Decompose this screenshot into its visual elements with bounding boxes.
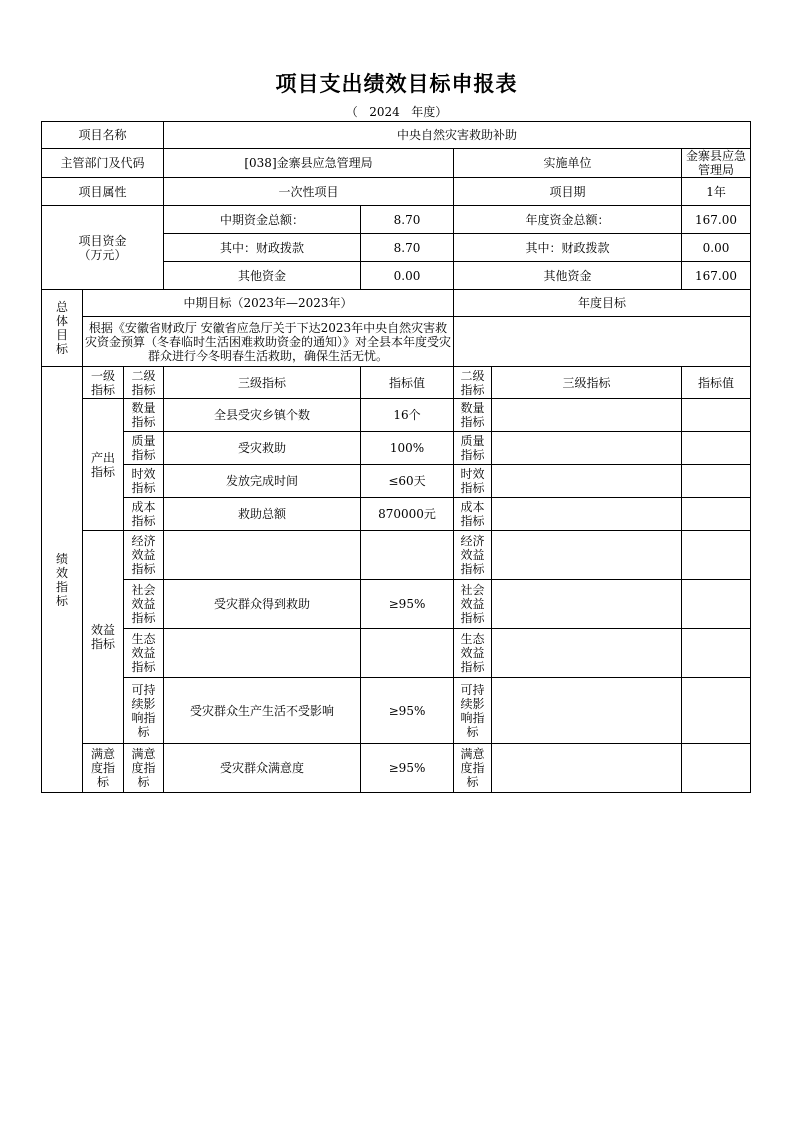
table-row [42,629,751,678]
value-header: 指标值 [361,367,454,399]
table-row [42,744,751,793]
level3-cell [164,531,361,580]
year-open: （ [345,105,358,119]
level3-cell: 全县受灾乡镇个数 [164,399,361,432]
mid-fiscal-value: 8.70 [361,234,454,262]
value-cell: 16个 [361,399,454,432]
level3-cell: 发放完成时间 [164,465,361,498]
annual-level3-cell [492,744,682,793]
period-label: 项目期 [454,178,682,206]
row-goal-header [42,290,751,317]
mid-other-label: 其他资金 [164,262,361,290]
page-title: 项目支出绩效目标申报表 [275,72,518,96]
dept-value: [038]金寨县应急管理局 [164,149,454,178]
annual-level2-cell: 成本 指标 [454,498,492,531]
annual-level2-cell: 质量 指标 [454,432,492,465]
annual-value-cell [682,432,751,465]
annual-level3-header: 三级指标 [492,367,682,399]
annual-level2-header: 二级 指标 [454,367,492,399]
mid-fiscal-label: 其中：财政拨款 [164,234,361,262]
value-cell [361,629,454,678]
table-row [42,531,751,580]
annual-level3-cell [492,629,682,678]
annual-other-value: 167.00 [682,262,751,290]
table-row [42,432,751,465]
dept-label: 主管部门及代码 [42,149,164,178]
row-dept [42,149,751,178]
annual-level2-cell: 时效 指标 [454,465,492,498]
level2-cell: 满意 度指 标 [124,744,164,793]
value-cell: ≥95% [361,678,454,744]
value-cell: 870000元 [361,498,454,531]
level3-cell: 受灾群众满意度 [164,744,361,793]
project-name-value: 中央自然灾害救助补助 [164,122,751,149]
annual-level2-cell: 满意 度指 标 [454,744,492,793]
annual-fiscal-label: 其中：财政拨款 [454,234,682,262]
satisfaction-indicator-label: 满意 度指 标 [83,744,124,793]
annual-level2-cell: 可持 续影 响指 标 [454,678,492,744]
annual-value-cell [682,498,751,531]
annual-total-value: 167.00 [682,206,751,234]
level2-cell: 经济 效益 指标 [124,531,164,580]
table-row [42,678,751,744]
level3-cell [164,629,361,678]
annual-value-cell [682,744,751,793]
annual-value-cell [682,399,751,432]
level3-cell: 受灾救助 [164,432,361,465]
year-label: 年度） [411,105,448,119]
annual-total-label: 年度资金总额： [454,206,682,234]
level2-cell: 成本 指标 [124,498,164,531]
annual-value-cell [682,465,751,498]
impl-unit-label: 实施单位 [454,149,682,178]
attribute-value: 一次性项目 [164,178,454,206]
overall-goal-label: 总 体 目 标 [42,290,83,367]
annual-level3-cell [492,432,682,465]
output-indicator-label: 产出 指标 [83,399,124,531]
year-value: 2024 [369,105,400,119]
year-line [0,103,793,120]
annual-level3-cell [492,678,682,744]
annual-other-label: 其他资金 [454,262,682,290]
level2-cell: 可持 续影 响指 标 [124,678,164,744]
annual-level2-cell: 数量 指标 [454,399,492,432]
row-goal-text [42,317,751,367]
impl-unit-value: 金寨县应急管理局 [682,149,751,178]
annual-goal-label: 年度目标 [454,290,751,317]
value-cell: 100% [361,432,454,465]
annual-fiscal-value: 0.00 [682,234,751,262]
level3-cell: 受灾群众得到救助 [164,580,361,629]
annual-value-cell [682,580,751,629]
level1-header: 一级 指标 [83,367,124,399]
value-cell: ≤60天 [361,465,454,498]
annual-value-header: 指标值 [682,367,751,399]
table-row [42,498,751,531]
annual-level2-cell: 社会 效益 指标 [454,580,492,629]
performance-table [41,121,751,793]
project-name-label: 项目名称 [42,122,164,149]
row-funds-total [42,206,751,234]
mid-other-value: 0.00 [361,262,454,290]
level2-cell: 数量 指标 [124,399,164,432]
annual-level2-cell: 经济 效益 指标 [454,531,492,580]
annual-level2-cell: 生态 效益 指标 [454,629,492,678]
level2-cell: 生态 效益 指标 [124,629,164,678]
level3-cell: 救助总额 [164,498,361,531]
attribute-label: 项目属性 [42,178,164,206]
benefit-indicator-label: 效益 指标 [83,531,124,744]
value-cell: ≥95% [361,744,454,793]
level2-cell: 质量 指标 [124,432,164,465]
annual-goal-text [454,317,751,367]
level3-header: 三级指标 [164,367,361,399]
level3-cell: 受灾群众生产生活不受影响 [164,678,361,744]
annual-value-cell [682,531,751,580]
level2-header: 二级 指标 [124,367,164,399]
annual-value-cell [682,629,751,678]
value-cell [361,531,454,580]
annual-level3-cell [492,498,682,531]
value-cell: ≥95% [361,580,454,629]
mid-total-value: 8.70 [361,206,454,234]
annual-level3-cell [492,399,682,432]
row-indicator-header [42,367,751,399]
mid-total-label: 中期资金总额： [164,206,361,234]
perf-indicator-label: 绩 效 指 标 [42,367,83,793]
annual-value-cell [682,678,751,744]
table-row [42,580,751,629]
annual-level3-cell [492,465,682,498]
mid-goal-text: 根据《安徽省财政厅 安徽省应急厅关于下达2023年中央自然灾害救灾资金预算（冬春临时生活困难救助资金的通知）》对全县本年度受灾群众进行今冬明春生活救助，确保生活无忧。 [83,317,454,367]
annual-level3-cell [492,580,682,629]
funds-label: 项目资金 （万元） [42,206,164,290]
table-row [42,399,751,432]
annual-level3-cell [492,531,682,580]
row-attribute [42,178,751,206]
table-row [42,465,751,498]
mid-goal-label: 中期目标（2023年—2023年） [83,290,454,317]
level2-cell: 社会 效益 指标 [124,580,164,629]
period-value: 1年 [682,178,751,206]
level2-cell: 时效 指标 [124,465,164,498]
row-project-name [42,122,751,149]
